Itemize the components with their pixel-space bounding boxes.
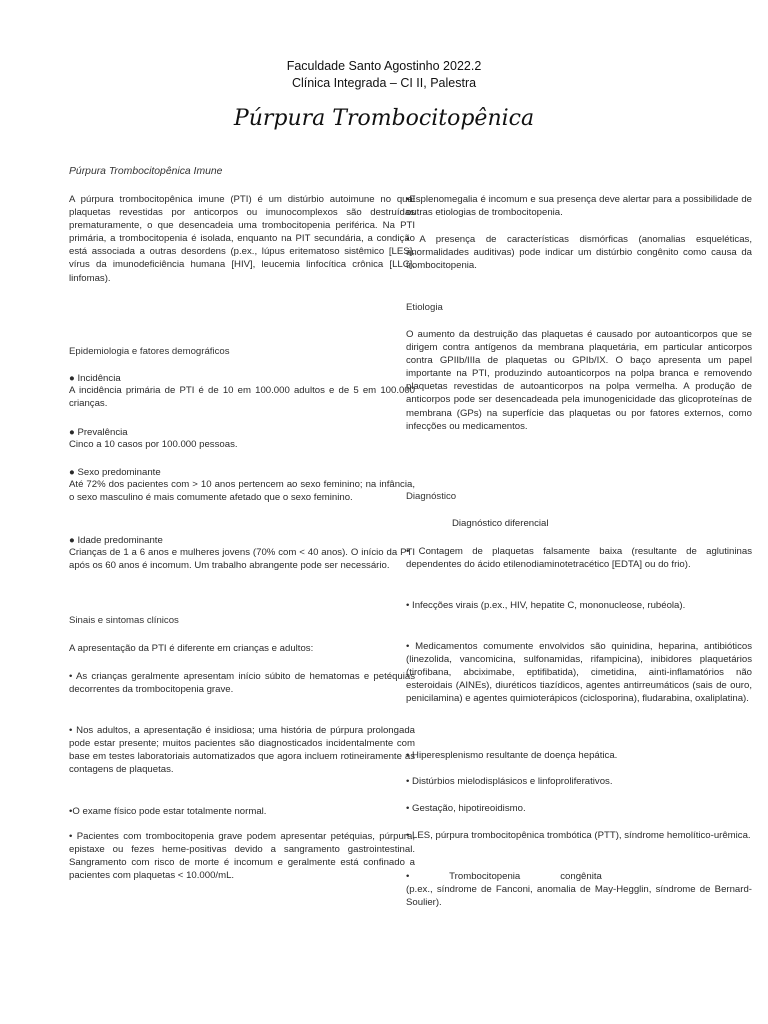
signs-heading: Sinais e sintomas clínicos xyxy=(69,615,179,626)
sex-text: Até 72% dos pacientes com > 10 anos pertencem ao sexo feminino; na infância, o sexo masculino é mais comumente afetado que o sexo feminino. xyxy=(69,479,415,504)
diff-bullet-pregnancy: • Gestação, hipotireoidismo. xyxy=(406,803,526,814)
diff-bullet-viral: • Infecções virais (p.ex., HIV, hepatite C, mononucleose, rubéola). xyxy=(406,600,686,611)
dysmorphic-bullet: • A presença de características dismórficas (anomalias esqueléticas, anormalidades auditivas) pode indicar um distúrbio congênito como causa da trombocitopenia. xyxy=(406,234,752,272)
splenomegaly-bullet: •Esplenomegalia é incomum e sua presença deve alertar para a possibilidade de outras etiologias de trombocitopenia. xyxy=(406,194,752,219)
diff-bullet-congenital-detail: (p.ex., síndrome de Fanconi, anomalia de May-Hegglin, síndrome de Bernard-Soulier). xyxy=(406,884,752,909)
diff-bullet-hypersplenism: • Hiperesplenismo resultante de doença hepática. xyxy=(406,750,618,761)
section-subtitle: Púrpura Trombocitopênica Imune xyxy=(69,166,223,177)
incidence-text: A incidência primária de PTI é de 10 em 100.000 adultos e de 5 em 100.000 crianças. xyxy=(69,385,415,410)
document-title: Púrpura Trombocitopênica xyxy=(233,106,535,131)
sex-label: ● Sexo predominante xyxy=(69,467,161,478)
course-line: Clínica Integrada – CI II, Palestra xyxy=(291,76,477,90)
diagnosis-heading: Diagnóstico xyxy=(406,491,457,502)
epidemiology-heading: Epidemiologia e fatores demográficos xyxy=(69,346,230,357)
differential-heading: Diagnóstico diferencial xyxy=(452,518,549,529)
age-label: ● Idade predominante xyxy=(69,535,163,546)
diff-bullet-congenital: • Trombocitopenia congênita xyxy=(406,871,602,882)
diff-bullet-les: • LES, púrpura trombocitopênica trombótica (PTT), síndrome hemolítico-urêmica. xyxy=(406,830,751,841)
etiology-paragraph: O aumento da destruição das plaquetas é causado por autoanticorpos que se dirigem contra antígenos da membrana plaquetária, em particular anticorpos contra GPIIb/IIIa de plaquetas ou GPIb/IX. O baço apresenta um papel importante na PTI, produzindo autoanticorpos na polpa branca e removendo plaquetas revestidas de autoanticorpos na polpa vermelha. A produção de anticorpos pode ser desencadeada pela imunogenicidade das glicoproteínas de membrana (GPs) na superfície das plaquetas ou por fatores externos, como infecções ou medicamentos. xyxy=(406,329,752,432)
intro-paragraph: A púrpura trombocitopênica imune (PTI) é um distúrbio autoimune no qual plaquetas revestidas por anticorpos ou imunocomplexos são destruídas prematuramente, o que desencadeia uma trombocitopenia periférica. Na PTI primária, a trombocitopenia é isolada, enquanto na PIT secundária, a condição está associada a outras desordens (p.ex., lúpus eritematoso sistêmico [LES], vírus da imunodeficiência humana [HIV], leucemia linfocítica crônica [LLC], linfomas). xyxy=(69,194,415,284)
signs-intro: A apresentação da PTI é diferente em crianças e adultos: xyxy=(69,643,314,654)
signs-bullet-adults: • Nos adultos, a apresentação é insidiosa; uma história de púrpura prolongada pode estar presente; muitos pacientes são diagnosticados incidentalmente com base em testes laboratoriais automatizados que agora incluem rotineiramente as contagens de plaquetas. xyxy=(69,725,415,776)
signs-bullet-severe: • Pacientes com trombocitopenia grave podem apresentar petéquias, púrpura, epistaxe ou fezes heme-positivas devido a sangramento gastrointestinal. Sangramento com risco de morte é incomum e geralmente está confinado a pacientes com plaquetas < 10.000/mL. xyxy=(69,831,415,882)
document-header xyxy=(0,58,768,92)
diff-bullet-platelet-count: • Contagem de plaquetas falsamente baixa (resultante de aglutininas dependentes do ácido etilenodiaminotetracético [EDTA] ou do frio). xyxy=(406,546,752,571)
diff-bullet-myelodysplastic: • Distúrbios mielodisplásicos e linfoproliferativos. xyxy=(406,776,613,787)
age-text: Crianças de 1 a 6 anos e mulheres jovens (70% com < 40 anos). O início da PTI após os 60 anos é incomum. Um trabalho abrangente pode ser necessário. xyxy=(69,547,415,572)
etiology-heading: Etiologia xyxy=(406,302,443,313)
prevalence-label: ● Prevalência xyxy=(69,427,128,438)
signs-bullet-exam: •O exame físico pode estar totalmente normal. xyxy=(69,806,267,817)
signs-bullet-children: • As crianças geralmente apresentam início súbito de hematomas e petéquias decorrentes da trombocitopenia grave. xyxy=(69,671,415,696)
prevalence-text: Cinco a 10 casos por 100.000 pessoas. xyxy=(69,439,238,450)
institution-line: Faculdade Santo Agostinho 2022.2 xyxy=(286,59,482,73)
diff-bullet-medications: • Medicamentos comumente envolvidos são quinidina, heparina, antibióticos (linezolida, vancomicina, sulfonamidas, rifampicina), inibidores plaquetários (tirofibana, abciximabe, eptifibatida), cimetidina, ainti-inflamatórios não esteroidais (AINEs), diuréticos tiazídicos, agentes antirreumáticos (sais de ouro, penicilamina) e agentes quimioterápicos (ciclosporina), fludarabina, oxaliplatina). xyxy=(406,641,752,705)
incidence-label: ● Incidência xyxy=(69,373,121,384)
